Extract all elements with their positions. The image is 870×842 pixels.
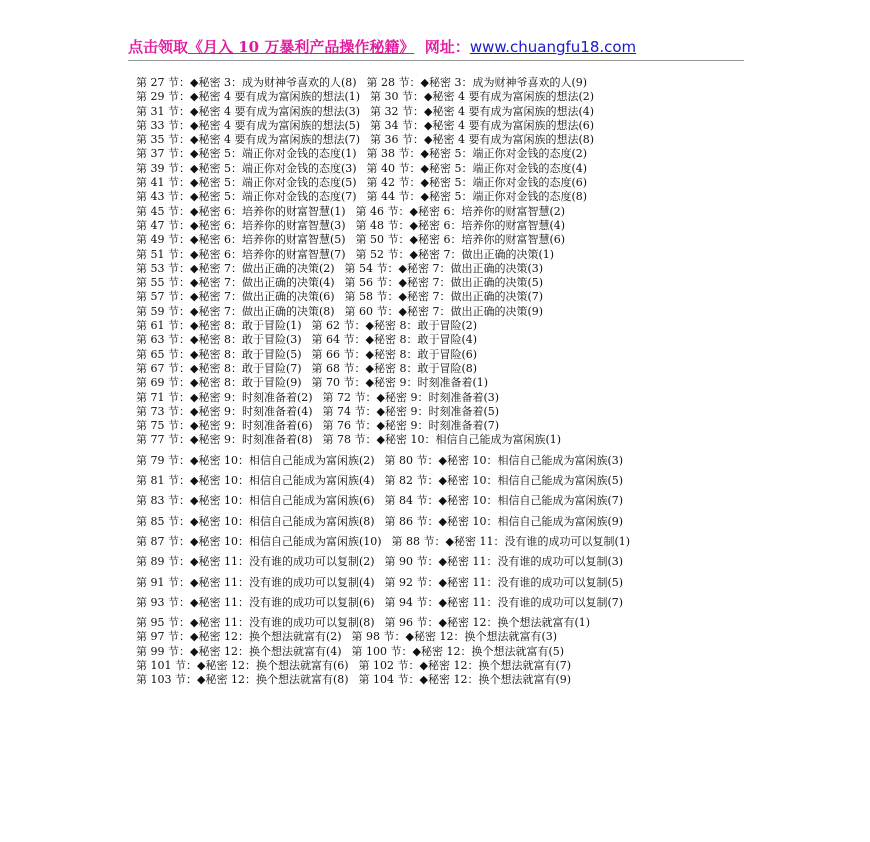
chapter-entry: 第 103 节：◆秘密 12：换个想法就富有(8) [136, 673, 349, 687]
chapter-row [128, 319, 742, 333]
chapter-row [128, 147, 742, 161]
chapter-entry: 第 93 节：◆秘密 11：没有谁的成功可以复制(6) [136, 595, 375, 609]
chapter-row [128, 262, 742, 276]
chapter-entry: 第 58 节：◆秘密 7：做出正确的决策(7) [344, 290, 544, 304]
chapter-entry: 第 85 节：◆秘密 10：相信自己能成为富闲族(8) [136, 514, 375, 528]
chapter-row [128, 176, 742, 190]
chapter-entry: 第 31 节：◆秘密 4 要有成为富闲族的想法(3) [136, 104, 361, 118]
chapter-row [128, 119, 742, 133]
chapter-entry: 第 52 节：◆秘密 7：做出正确的决策(1) [355, 247, 555, 261]
chapter-entry: 第 102 节：◆秘密 12：换个想法就富有(7) [358, 658, 572, 672]
chapter-entry: 第 78 节：◆秘密 10：相信自己能成为富闲族(1) [322, 433, 562, 447]
chapter-row [128, 419, 742, 433]
chapter-row [128, 233, 742, 247]
chapter-row [128, 290, 742, 304]
chapter-entry: 第 42 节：◆秘密 5：端正你对金钱的态度(6) [366, 176, 588, 190]
chapter-row [128, 596, 742, 610]
chapter-entry: 第 30 节：◆秘密 4 要有成为富闲族的想法(2) [370, 90, 595, 104]
chapter-entry: 第 76 节：◆秘密 9：时刻准备着(7) [322, 419, 500, 433]
chapter-row [128, 305, 742, 319]
chapter-entry: 第 28 节：◆秘密 3：成为财神爷喜欢的人(9) [366, 76, 588, 89]
chapter-row [128, 162, 742, 176]
chapter-entry: 第 67 节：◆秘密 8：敢于冒险(7) [136, 361, 302, 375]
chapter-entry: 第 66 节：◆秘密 8：敢于冒险(6) [311, 347, 478, 361]
chapter-entry: 第 72 节：◆秘密 9：时刻准备着(3) [322, 390, 500, 404]
chapter-entry: 第 37 节：◆秘密 5：端正你对金钱的态度(1) [136, 147, 357, 161]
chapter-entry: 第 39 节：◆秘密 5：端正你对金钱的态度(3) [136, 161, 357, 175]
chapter-entry: 第 69 节：◆秘密 8：敢于冒险(9) [136, 376, 302, 390]
chapter-row [128, 405, 742, 419]
chapter-row [128, 333, 742, 347]
chapter-entry: 第 45 节：◆秘密 6：培养你的财富智慧(1) [136, 204, 346, 218]
chapter-row [128, 673, 742, 687]
chapter-entry: 第 81 节：◆秘密 10：相信自己能成为富闲族(4) [136, 474, 375, 488]
chapter-entry: 第 104 节：◆秘密 12：换个想法就富有(9) [358, 673, 572, 687]
chapter-entry: 第 60 节：◆秘密 7：做出正确的决策(9) [344, 304, 544, 318]
chapter-row [128, 515, 742, 529]
chapter-entry: 第 35 节：◆秘密 4 要有成为富闲族的想法(7) [136, 133, 361, 147]
chapter-entry: 第 79 节：◆秘密 10：相信自己能成为富闲族(2) [136, 453, 375, 467]
chapter-row [128, 90, 742, 104]
chapter-entry: 第 88 节：◆秘密 11：没有谁的成功可以复制(1) [391, 534, 631, 548]
chapter-entry: 第 54 节：◆秘密 7：做出正确的决策(3) [344, 261, 544, 275]
chapter-entry: 第 92 节：◆秘密 11：没有谁的成功可以复制(5) [384, 575, 624, 589]
chapter-entry: 第 96 节：◆秘密 12：换个想法就富有(1) [384, 616, 591, 630]
header-divider [128, 60, 744, 61]
chapter-row [128, 362, 742, 376]
chapter-entry: 第 94 节：◆秘密 11：没有谁的成功可以复制(7) [384, 595, 624, 609]
chapter-entry: 第 36 节：◆秘密 4 要有成为富闲族的想法(8) [370, 133, 595, 147]
chapter-entry: 第 49 节：◆秘密 6：培养你的财富智慧(5) [136, 233, 346, 247]
chapter-entry: 第 38 节：◆秘密 5：端正你对金钱的态度(2) [366, 147, 588, 161]
chapter-entry: 第 73 节：◆秘密 9：时刻准备着(4) [136, 404, 313, 418]
chapter-row [128, 190, 742, 204]
chapter-row [128, 376, 742, 390]
chapter-entry: 第 86 节：◆秘密 10：相信自己能成为富闲族(9) [384, 514, 624, 528]
chapter-entry: 第 44 节：◆秘密 5：端正你对金钱的态度(8) [366, 190, 588, 204]
website-link[interactable]: www.chuangfu18.com [469, 38, 637, 56]
chapter-entry: 第 55 节：◆秘密 7：做出正确的决策(4) [136, 276, 335, 290]
chapter-row [128, 454, 742, 468]
chapter-entry: 第 91 节：◆秘密 11：没有谁的成功可以复制(4) [136, 575, 375, 589]
chapter-entry: 第 101 节：◆秘密 12：换个想法就富有(6) [136, 658, 349, 672]
chapter-row [128, 219, 742, 233]
chapter-row [128, 555, 742, 569]
chapter-row [128, 76, 742, 90]
chapter-row [128, 391, 742, 405]
header-prefix: 点击领取 [128, 38, 189, 56]
chapter-entry: 第 61 节：◆秘密 8：敢于冒险(1) [136, 319, 302, 333]
chapter-entry: 第 70 节：◆秘密 9：时刻准备着(1) [311, 376, 489, 390]
chapter-row [128, 630, 742, 644]
chapter-entry: 第 29 节：◆秘密 4 要有成为富闲族的想法(1) [136, 90, 361, 104]
chapter-entry: 第 48 节：◆秘密 6：培养你的财富智慧(4) [355, 218, 566, 232]
chapter-entry: 第 51 节：◆秘密 6：培养你的财富智慧(7) [136, 247, 346, 261]
chapter-entry: 第 75 节：◆秘密 9：时刻准备着(6) [136, 419, 313, 433]
chapter-row [128, 105, 742, 119]
chapter-row [128, 659, 742, 673]
chapter-entry: 第 50 节：◆秘密 6：培养你的财富智慧(6) [355, 233, 566, 247]
chapter-row [128, 535, 742, 549]
chapter-rows-wrapped [128, 454, 742, 610]
chapter-rows-tail [128, 616, 742, 687]
chapter-entry: 第 47 节：◆秘密 6：培养你的财富智慧(3) [136, 218, 346, 232]
chapter-row [128, 205, 742, 219]
chapter-entry: 第 57 节：◆秘密 7：做出正确的决策(6) [136, 290, 335, 304]
chapter-entry: 第 97 节：◆秘密 12：换个想法就富有(2) [136, 630, 342, 644]
chapter-entry: 第 63 节：◆秘密 8：敢于冒险(3) [136, 333, 302, 347]
chapter-row [128, 348, 742, 362]
chapter-entry: 第 84 节：◆秘密 10：相信自己能成为富闲族(7) [384, 494, 624, 508]
chapter-entry: 第 89 节：◆秘密 11：没有谁的成功可以复制(2) [136, 555, 375, 569]
chapter-entry: 第 46 节：◆秘密 6：培养你的财富智慧(2) [355, 204, 566, 218]
chapter-entry: 第 56 节：◆秘密 7：做出正确的决策(5) [344, 276, 544, 290]
chapter-row [128, 645, 742, 659]
chapter-entry: 第 41 节：◆秘密 5：端正你对金钱的态度(5) [136, 176, 357, 190]
chapter-entry: 第 95 节：◆秘密 11：没有谁的成功可以复制(8) [136, 616, 375, 630]
chapter-entry: 第 100 节：◆秘密 12：换个想法就富有(5) [351, 644, 565, 658]
chapter-entry: 第 99 节：◆秘密 12：换个想法就富有(4) [136, 644, 342, 658]
chapter-entry: 第 82 节：◆秘密 10：相信自己能成为富闲族(5) [384, 474, 624, 488]
chapter-row [128, 474, 742, 488]
chapter-entry: 第 59 节：◆秘密 7：做出正确的决策(8) [136, 304, 335, 318]
url-label: 网址： [424, 38, 470, 56]
chapter-entry: 第 62 节：◆秘密 8：敢于冒险(2) [311, 319, 478, 333]
chapter-rows [128, 76, 742, 448]
chapter-row [128, 276, 742, 290]
chapter-list [128, 76, 742, 688]
book-title-link[interactable]: 《月入 10 万暴利产品操作秘籍》 [188, 38, 415, 56]
chapter-entry: 第 34 节：◆秘密 4 要有成为富闲族的想法(6) [370, 118, 595, 132]
chapter-entry: 第 98 节：◆秘密 12：换个想法就富有(3) [351, 630, 558, 644]
chapter-row [128, 248, 742, 262]
chapter-row [128, 576, 742, 590]
chapter-entry: 第 33 节：◆秘密 4 要有成为富闲族的想法(5) [136, 118, 361, 132]
chapter-entry: 第 74 节：◆秘密 9：时刻准备着(5) [322, 404, 500, 418]
chapter-row [128, 433, 742, 447]
chapter-row [128, 494, 742, 508]
chapter-entry: 第 77 节：◆秘密 9：时刻准备着(8) [136, 433, 313, 447]
chapter-entry: 第 83 节：◆秘密 10：相信自己能成为富闲族(6) [136, 494, 375, 508]
chapter-entry: 第 90 节：◆秘密 11：没有谁的成功可以复制(3) [384, 555, 624, 569]
chapter-entry: 第 43 节：◆秘密 5：端正你对金钱的态度(7) [136, 190, 357, 204]
chapter-entry: 第 65 节：◆秘密 8：敢于冒险(5) [136, 347, 302, 361]
chapter-entry: 第 53 节：◆秘密 7：做出正确的决策(2) [136, 261, 335, 275]
page-header [128, 36, 748, 57]
chapter-entry: 第 80 节：◆秘密 10：相信自己能成为富闲族(3) [384, 453, 624, 467]
chapter-entry: 第 87 节：◆秘密 10：相信自己能成为富闲族(10) [136, 534, 382, 548]
chapter-row [128, 616, 742, 630]
chapter-entry: 第 68 节：◆秘密 8：敢于冒险(8) [311, 361, 478, 375]
chapter-row [128, 133, 742, 147]
chapter-entry: 第 64 节：◆秘密 8：敢于冒险(4) [311, 333, 478, 347]
chapter-entry: 第 40 节：◆秘密 5：端正你对金钱的态度(4) [366, 161, 588, 175]
chapter-entry: 第 71 节：◆秘密 9：时刻准备着(2) [136, 390, 313, 404]
chapter-entry: 第 32 节：◆秘密 4 要有成为富闲族的想法(4) [370, 104, 595, 118]
chapter-entry: 第 27 节：◆秘密 3：成为财神爷喜欢的人(8) [136, 76, 357, 89]
